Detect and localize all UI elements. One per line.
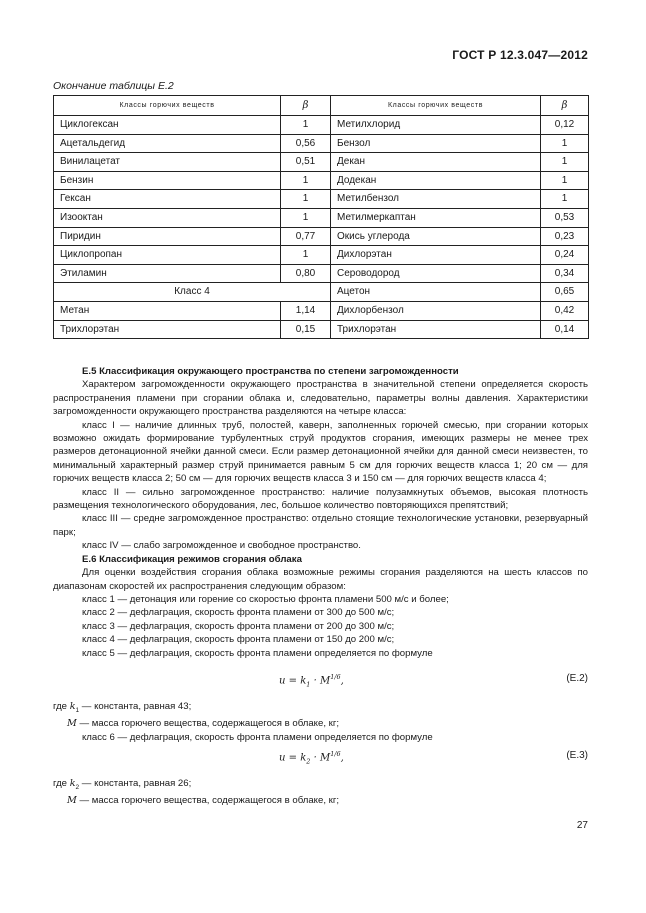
standard-code: ГОСТ Р 12.3.047—2012 (452, 48, 588, 62)
substance-name: Винилацетат (54, 153, 281, 172)
formula-e3-definitions (53, 777, 588, 808)
substance-name: Метилмеркаптан (331, 208, 541, 227)
substance-name: Додекан (331, 171, 541, 190)
section-e5-heading: Е.5 Классификация окружающего пространства по степени загроможденности (82, 366, 459, 377)
beta-value: 0,14 (541, 320, 589, 339)
formula-e3-number: (Е.3) (566, 750, 588, 761)
section-e6-class4: класс 4 — дефлаграция, скорость фронта пламени от 150 до 200 м/с; (82, 634, 395, 646)
beta-value: 1 (281, 246, 331, 265)
table-row (54, 227, 589, 246)
col-header-class-right: Классы горючих веществ (331, 96, 541, 116)
formula-e2-number: (Е.2) (566, 673, 588, 684)
table-row (54, 171, 589, 190)
beta-value: 1 (541, 134, 589, 153)
beta-value: 0,42 (541, 301, 589, 320)
where-m2: M — масса горючего вещества, содержащегося в облаке, кг; (67, 795, 340, 807)
formula-e2-definitions (53, 700, 588, 744)
table-body (54, 116, 589, 339)
table-row (54, 116, 589, 135)
section-e5-intro: Характером загроможденности окружающего пространства в значительной степени определяется скорость распространения пламени при сгорании облака и, следовательно, параметры волны давления. Характеристики загроможденности окружающего пространства разделяются на четыре класса: (53, 379, 588, 418)
section-e5-class1: класс I — наличие длинных труб, полостей, каверн, заполненных горючей смесью, при сгорании которых возможно ожидать формирование турбулентных струй продуктов сгорания, имеющих размеры не менее трех размеров детонационной ячейки данной смеси. Если размер детонационной ячейки для данной смеси неизвестен, то минимальный характерный размер струй принимается равным 5 см для горючих веществ класса 1; 20 см — для горючих веществ класса 2; 50 см — для горючих веществ класса 3 и 150 см — для горючих веществ класса 4; (53, 419, 588, 485)
substance-name: Метан (54, 301, 281, 320)
formula-e2-expression: $u = k_1 \cdot M^{1/6}$, (279, 673, 344, 689)
substance-name: Изооктан (54, 208, 281, 227)
beta-value: 0,51 (281, 153, 331, 172)
table-row (54, 190, 589, 209)
table-row (54, 283, 589, 302)
substance-name: Циклопропан (54, 246, 281, 265)
substance-name: Метилхлорид (331, 116, 541, 135)
beta-value: 0,12 (541, 116, 589, 135)
table-row (54, 301, 589, 320)
beta-value: 0,53 (541, 208, 589, 227)
substance-name: Циклогексан (54, 116, 281, 135)
beta-value: 0,34 (541, 264, 589, 283)
section-e5-class2: класс II — сильно загроможденное пространство: наличие полузамкнутых объемов, высокая плотность размещения технологического оборудования, лес, большое количество повторяющихся препятствий; (53, 486, 588, 512)
beta-value: 1 (541, 153, 589, 172)
beta-value: 0,65 (541, 283, 589, 302)
section-e5 (53, 365, 588, 660)
formula-e2 (53, 673, 588, 687)
table-row (54, 153, 589, 172)
section-e5-class3: класс III — средне загроможденное пространство: отдельно стоящие технологические установки, резервуарный парк; (53, 513, 588, 538)
beta-value: 0,56 (281, 134, 331, 153)
substance-name: Метилбензол (331, 190, 541, 209)
substance-name: Пиридин (54, 227, 281, 246)
section-e6-class3: класс 3 — дефлаграция, скорость фронта пламени от 200 до 300 м/с; (82, 620, 395, 632)
col-header-beta-right: β (541, 96, 589, 116)
beta-value: 1 (281, 190, 331, 209)
flammable-substances-table (53, 95, 589, 339)
formula-e3 (53, 750, 588, 764)
substance-name: Трихлорэтан (54, 320, 281, 339)
section-e5-class4: класс IV — слабо загроможденное и свободное пространство. (82, 540, 361, 552)
beta-value: 1 (281, 171, 331, 190)
beta-value: 1 (541, 190, 589, 209)
page-number: 27 (576, 820, 588, 831)
where-m1: M — масса горючего вещества, содержащегося в облаке, кг; (67, 718, 340, 730)
col-header-beta-left: β (281, 96, 331, 116)
beta-value: 0,15 (281, 320, 331, 339)
class-4-label: Класс 4 (54, 283, 331, 302)
table-row (54, 246, 589, 265)
beta-value: 0,80 (281, 264, 331, 283)
section-e6-class6: класс 6 — дефлаграция, скорость фронта пламени определяется по формуле (82, 731, 433, 743)
substance-name: Окись углерода (331, 227, 541, 246)
section-e6-class5: класс 5 — дефлаграция, скорость фронта пламени определяется по формуле (82, 647, 433, 659)
beta-value: 0,77 (281, 227, 331, 246)
table-row (54, 208, 589, 227)
substance-name: Ацетон (331, 283, 541, 302)
beta-value: 1,14 (281, 301, 331, 320)
table-row (54, 264, 589, 283)
substance-name: Дихлорэтан (331, 246, 541, 265)
beta-value: 0,23 (541, 227, 589, 246)
substance-name: Бензол (331, 134, 541, 153)
beta-value: 1 (281, 116, 331, 135)
substance-name: Этиламин (54, 264, 281, 283)
formula-e3-expression: $u = k_2 \cdot M^{1/6}$, (279, 750, 344, 766)
substance-name: Ацетальдегид (54, 134, 281, 153)
where-k2: где $k_2$ — константа, равная 26; (53, 778, 192, 791)
substance-name: Бензин (54, 171, 281, 190)
substance-name: Трихлорэтан (331, 320, 541, 339)
table-row (54, 134, 589, 153)
beta-value: 0,24 (541, 246, 589, 265)
section-e6-heading: Е.6 Классификация режимов сгорания облака (82, 553, 302, 565)
table-caption: Окончание таблицы Е.2 (53, 80, 174, 92)
col-header-class-left: Классы горючих веществ (54, 96, 281, 116)
section-e6-class2: класс 2 — дефлаграция, скорость фронта пламени от 300 до 500 м/с; (82, 607, 395, 619)
substance-name: Сероводород (331, 264, 541, 283)
section-e6-class1: класс 1 — детонация или горение со скоростью фронта пламени 500 м/с и более; (82, 593, 449, 605)
substance-name: Гексан (54, 190, 281, 209)
table-row (54, 320, 589, 339)
substance-name: Декан (331, 153, 541, 172)
table-header-row (54, 96, 589, 116)
section-e6-intro: Для оценки воздействия сгорания облака возможные режимы сгорания разделяются на шесть классов по диапазонам скоростей их распространения следующим образом: (53, 567, 588, 592)
substance-name: Дихлорбензол (331, 301, 541, 320)
where-k1: где $k_1$ — константа, равная 43; (53, 701, 192, 714)
beta-value: 1 (281, 208, 331, 227)
beta-value: 1 (541, 171, 589, 190)
